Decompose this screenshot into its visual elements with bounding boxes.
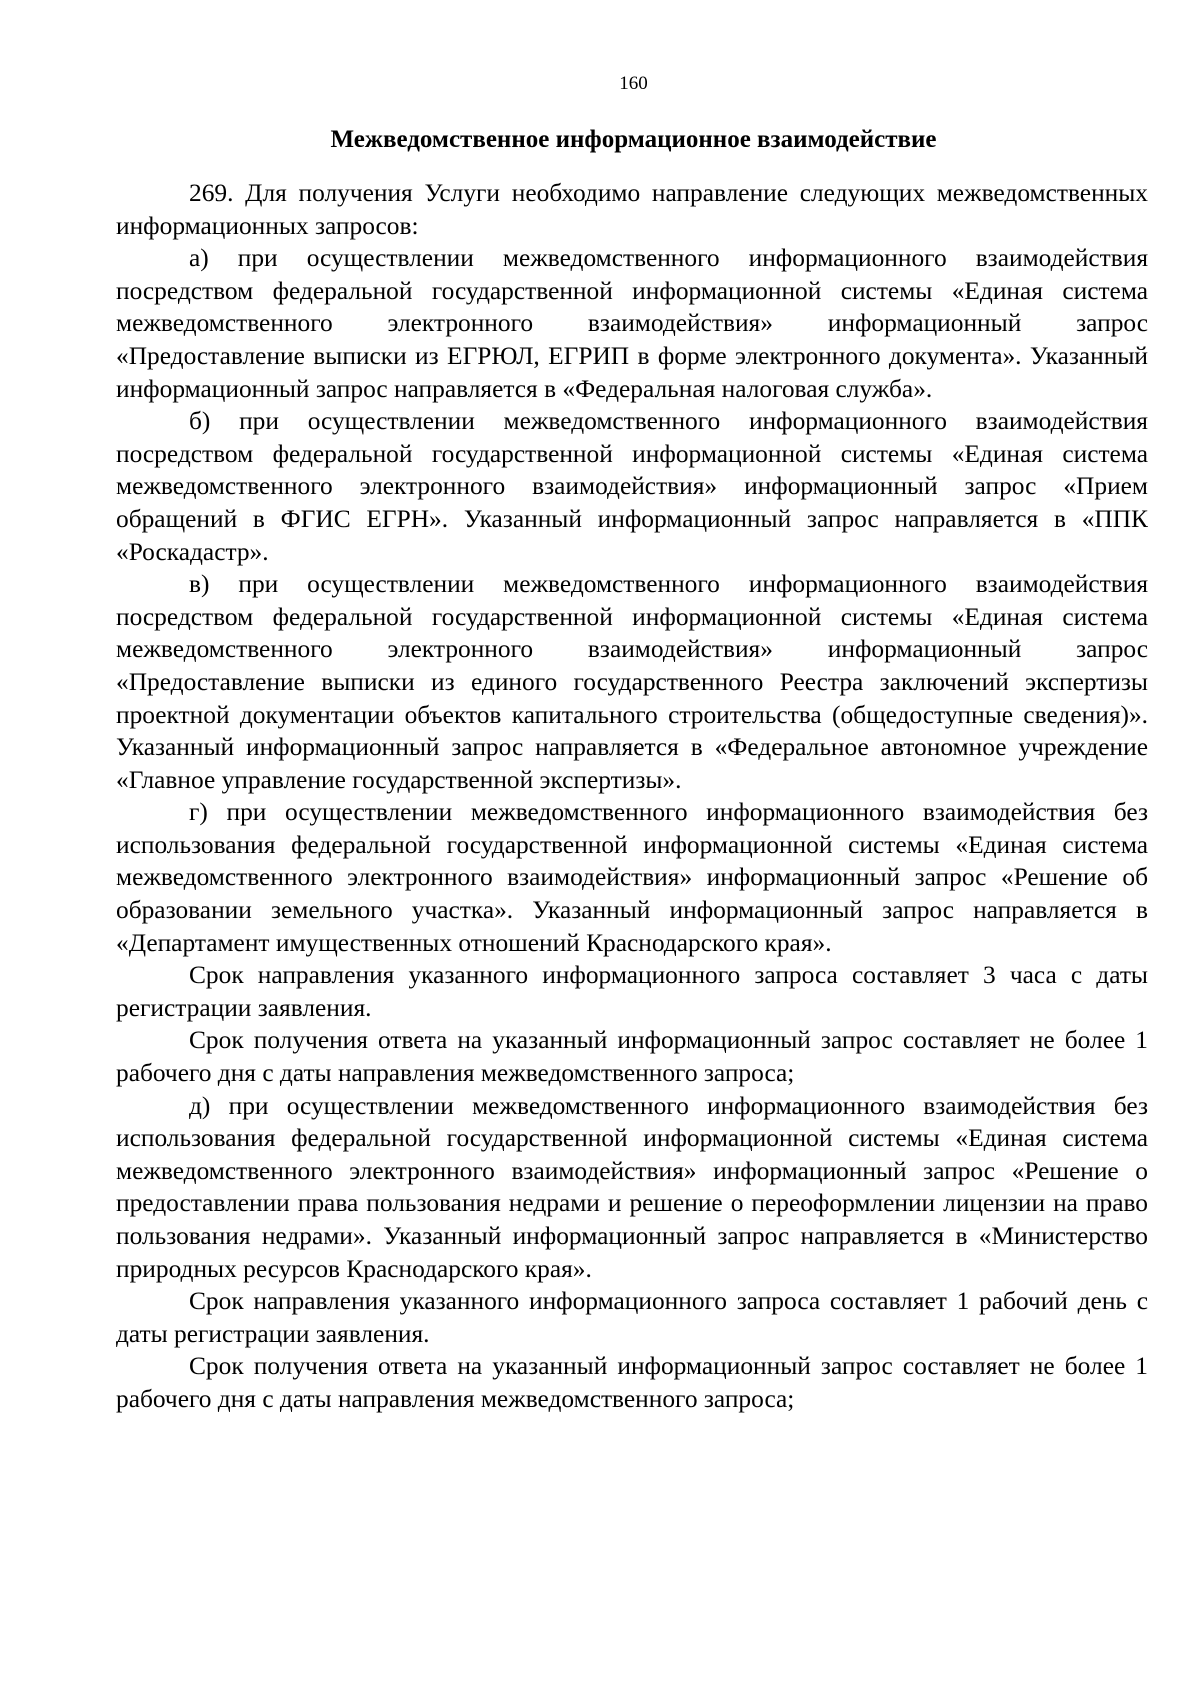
body-text (116, 177, 1148, 1416)
paragraph-269: 269. Для получения Услуги необходимо направление следующих межведомственных информационных запросов: (116, 179, 1148, 240)
paragraph-term-response-d: Срок получения ответа на указанный информационный запрос составляет не более 1 рабочего дня с даты направления межведомственного запроса; (116, 1352, 1148, 1413)
paragraph-item-d: д) при осуществлении межведомственного информационного взаимодействия без использования федеральной государственной информационной системы «Единая система межведомственного электронного взаимодействия» информационный запрос «Решение о предоставлении права пользования недрами и решение о переоформлении лицензии на право пользования недрами». Указанный информационный запрос направляется в «Министерство природных ресурсов Краснодарского края». (116, 1091, 1148, 1283)
paragraph-item-a: а) при осуществлении межведомственного информационного взаимодействия посредством федеральной государственной информационной системы «Единая система межведомственного электронного взаимодействия» информационный запрос «Предоставление выписки из ЕГРЮЛ, ЕГРИП в форме электронного документа». Указанный информационный запрос направляется в «Федеральная налоговая служба». (116, 244, 1148, 403)
page-number: 160 (619, 73, 648, 94)
paragraph-term-sending-g: Срок направления указанного информационного запроса составляет 3 часа с даты регистрации заявления. (116, 961, 1148, 1022)
paragraph-item-b: б) при осуществлении межведомственного информационного взаимодействия посредством федеральной государственной информационной системы «Единая система межведомственного электронного взаимодействия» информационный запрос «Прием обращений в ФГИС ЕГРН». Указанный информационный запрос направляется в «ППК «Роскадастр». (116, 407, 1148, 566)
paragraph-term-response-g: Срок получения ответа на указанный информационный запрос составляет не более 1 рабочего дня с даты направления межведомственного запроса; (116, 1026, 1148, 1088)
section-heading: Межведомственное информационное взаимодействие (330, 126, 937, 153)
paragraph-item-v: в) при осуществлении межведомственного информационного взаимодействия посредством федеральной государственной информационной системы «Единая система межведомственного электронного взаимодействия» информационный запрос «Предоставление выписки из единого государственного Реестра заключений экспертизы проектной документации объектов капитального строительства (общедоступные сведения)». Указанный информационный запрос направляется в «Федеральное автономное учреждение «Главное управление государственной экспертизы». (116, 570, 1148, 794)
paragraph-term-sending-d: Срок направления указанного информационного запроса составляет 1 рабочий день с даты регистрации заявления. (116, 1287, 1148, 1348)
paragraph-item-g: г) при осуществлении межведомственного информационного взаимодействия без использования федеральной государственной информационной системы «Единая система межведомственного электронного взаимодействия» информационный запрос «Решение об образовании земельного участка». Указанный информационный запрос направляется в «Департамент имущественных отношений Краснодарского края». (116, 798, 1148, 957)
